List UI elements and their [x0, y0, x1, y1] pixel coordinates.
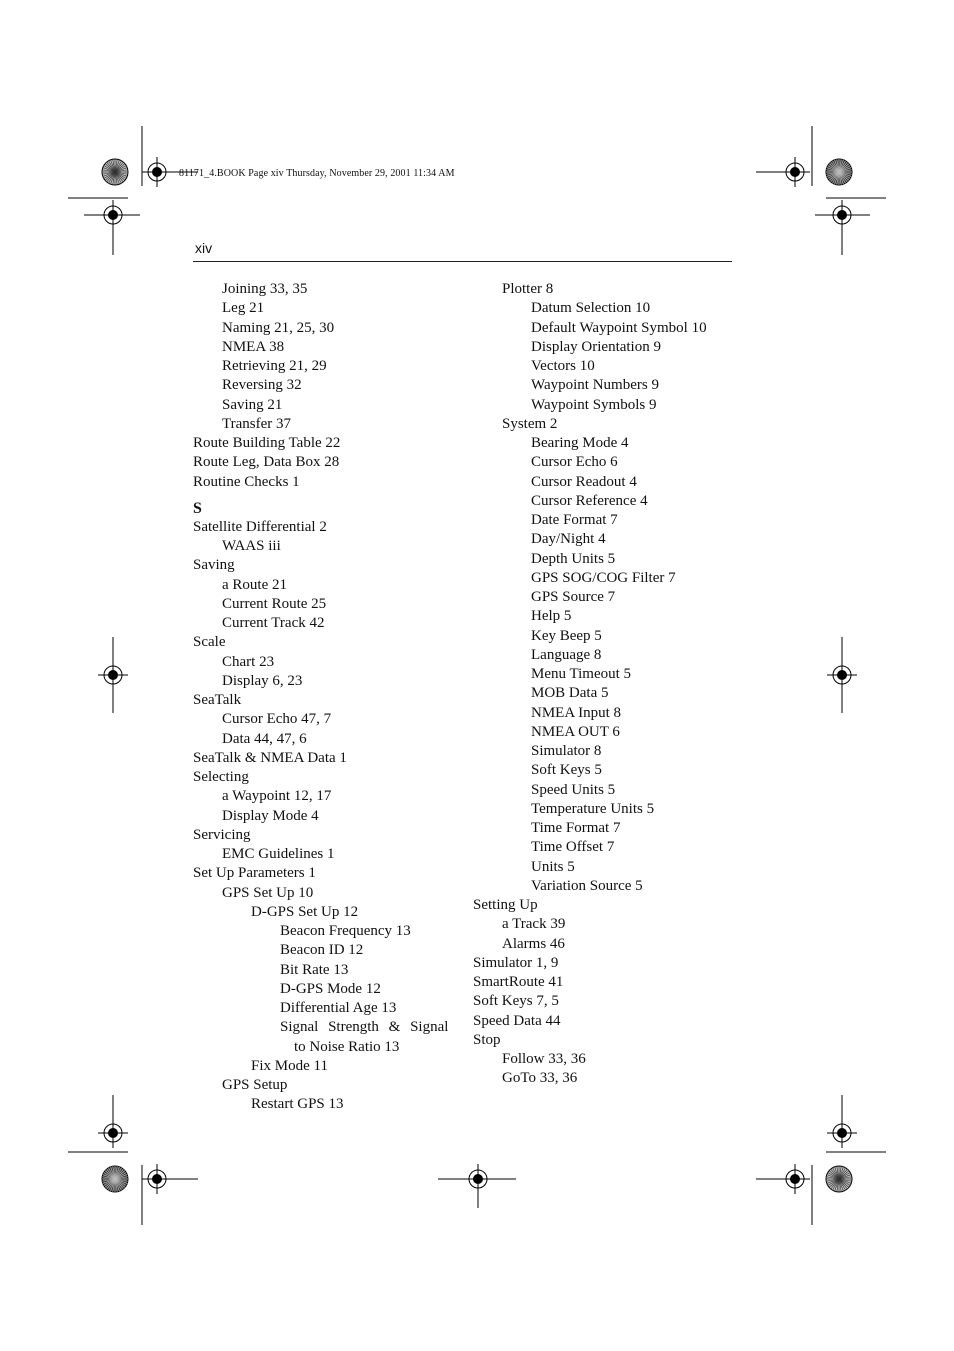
index-entry: Alarms 46 — [502, 935, 565, 952]
index-entry: Depth Units 5 — [531, 550, 616, 567]
index-entry: Signal Strength & Signal — [280, 1019, 449, 1036]
index-entry: Datum Selection 10 — [531, 300, 651, 317]
index-entry: Soft Keys 7, 5 — [473, 993, 559, 1010]
index-entry: D-GPS Set Up 12 — [251, 903, 359, 920]
index-section-letter: S — [193, 499, 202, 517]
index-entry: Default Waypoint Symbol 10 — [531, 319, 707, 336]
page-folio: xiv — [195, 240, 213, 256]
index-entry: Date Format 7 — [531, 512, 618, 528]
index-entry: SeaTalk & NMEA Data 1 — [193, 749, 347, 766]
index-entry: Speed Data 44 — [473, 1012, 561, 1029]
index-entry: Satellite Differential 2 — [193, 518, 327, 535]
index-entry: Scale — [193, 634, 226, 651]
index-column-left — [193, 280, 458, 1115]
index-entry: a Route 21 — [222, 576, 287, 593]
index-entry: Current Track 42 — [222, 615, 325, 631]
index-entry: Waypoint Numbers 9 — [531, 377, 659, 394]
index-entry: Simulator 1, 9 — [473, 954, 559, 971]
index-entry: to Noise Ratio 13 — [294, 1038, 400, 1055]
index-entry: Units 5 — [531, 858, 575, 875]
index-entry: Soft Keys 5 — [531, 762, 602, 779]
index-entry: NMEA 38 — [222, 338, 285, 355]
index-entry: Fix Mode 11 — [251, 1057, 328, 1074]
index-entry: Plotter 8 — [502, 281, 554, 297]
color-starburst-icon — [102, 1166, 128, 1192]
index-entry: Cursor Readout 4 — [531, 473, 637, 490]
index-entry: Joining 33, 35 — [222, 281, 308, 297]
index-entry: Variation Source 5 — [531, 877, 643, 894]
index-entry: Data 44, 47, 6 — [222, 730, 307, 747]
index-entry: Routine Checks 1 — [193, 473, 300, 490]
index-entry: NMEA Input 8 — [531, 704, 621, 721]
index-entry: Reversing 32 — [222, 377, 302, 394]
index-entry: GPS Setup — [222, 1077, 288, 1093]
index-entry: Speed Units 5 — [531, 781, 616, 798]
index-entry: Current Route 25 — [222, 595, 327, 612]
index-entry: SmartRoute 41 — [473, 974, 564, 990]
index-entry: Key Beep 5 — [531, 627, 602, 644]
color-starburst-icon — [826, 159, 852, 185]
index-entry: Selecting — [193, 769, 249, 785]
index-entry: Cursor Echo 6 — [531, 454, 618, 471]
index-entry: Vectors 10 — [531, 358, 595, 374]
index-entry: Temperature Units 5 — [531, 800, 655, 817]
index-column-right — [473, 280, 738, 1089]
index-entry: Simulator 8 — [531, 743, 602, 759]
index-entry: a Waypoint 12, 17 — [222, 788, 332, 805]
index-entry: Menu Timeout 5 — [531, 666, 632, 682]
index-entry: EMC Guidelines 1 — [222, 846, 335, 862]
index-entry: Saving 21 — [222, 396, 283, 413]
index-entry: Display Mode 4 — [222, 807, 319, 824]
index-entry: Stop — [473, 1031, 501, 1048]
index-entry: NMEA OUT 6 — [531, 723, 620, 740]
index-entry: GPS Set Up 10 — [222, 884, 314, 901]
index-entry: WAAS iii — [222, 538, 281, 554]
color-starburst-icon — [826, 1166, 852, 1192]
index-entry: Day/Night 4 — [531, 531, 606, 548]
index-entry: Leg 21 — [222, 300, 265, 317]
index-entry: Beacon Frequency 13 — [280, 923, 411, 939]
index-entry: Language 8 — [531, 646, 602, 663]
index-entry: Route Leg, Data Box 28 — [193, 454, 340, 471]
index-entry: Time Offset 7 — [531, 839, 615, 856]
index-entry: MOB Data 5 — [531, 685, 609, 702]
index-entry: Transfer 37 — [222, 415, 292, 432]
index-entry: Chart 23 — [222, 653, 275, 670]
index-entry: a Track 39 — [502, 916, 566, 933]
slug-line: 81171_4.BOOK Page xiv Thursday, November 29, 2001 11:34 AM — [179, 168, 455, 179]
index-entry: Follow 33, 36 — [502, 1051, 586, 1067]
index-entry: Bearing Mode 4 — [531, 435, 629, 451]
index-entry: SeaTalk — [193, 692, 242, 708]
index-entry: GPS Source 7 — [531, 589, 616, 605]
index-entry: System 2 — [502, 415, 558, 432]
index-entry: Beacon ID 12 — [280, 942, 364, 959]
index-entry: Display 6, 23 — [222, 672, 303, 689]
index-entry: Route Building Table 22 — [193, 435, 341, 451]
index-entry: Help 5 — [531, 608, 572, 625]
index-entry: Cursor Echo 47, 7 — [222, 711, 332, 728]
index-entry: Differential Age 13 — [280, 1000, 397, 1016]
index-entry: Bit Rate 13 — [280, 961, 349, 978]
index-entry: Waypoint Symbols 9 — [531, 396, 657, 413]
index-entry: Restart GPS 13 — [251, 1096, 344, 1113]
color-starburst-icon — [102, 159, 128, 185]
index-entry: Servicing — [193, 826, 251, 843]
index-entry: GPS SOG/COG Filter 7 — [531, 569, 676, 586]
index-entry: Setting Up — [473, 897, 538, 913]
index-entry: Cursor Reference 4 — [531, 492, 648, 509]
header-rule — [193, 261, 732, 262]
index-entry: Saving — [193, 557, 235, 574]
index-entry: GoTo 33, 36 — [502, 1070, 578, 1087]
index-entry: Time Format 7 — [531, 820, 621, 836]
index-entry: Display Orientation 9 — [531, 338, 661, 355]
index-entry: Naming 21, 25, 30 — [222, 319, 335, 336]
index-entry: Retrieving 21, 29 — [222, 358, 327, 374]
index-entry: Set Up Parameters 1 — [193, 865, 316, 882]
index-entry: D-GPS Mode 12 — [280, 980, 381, 997]
